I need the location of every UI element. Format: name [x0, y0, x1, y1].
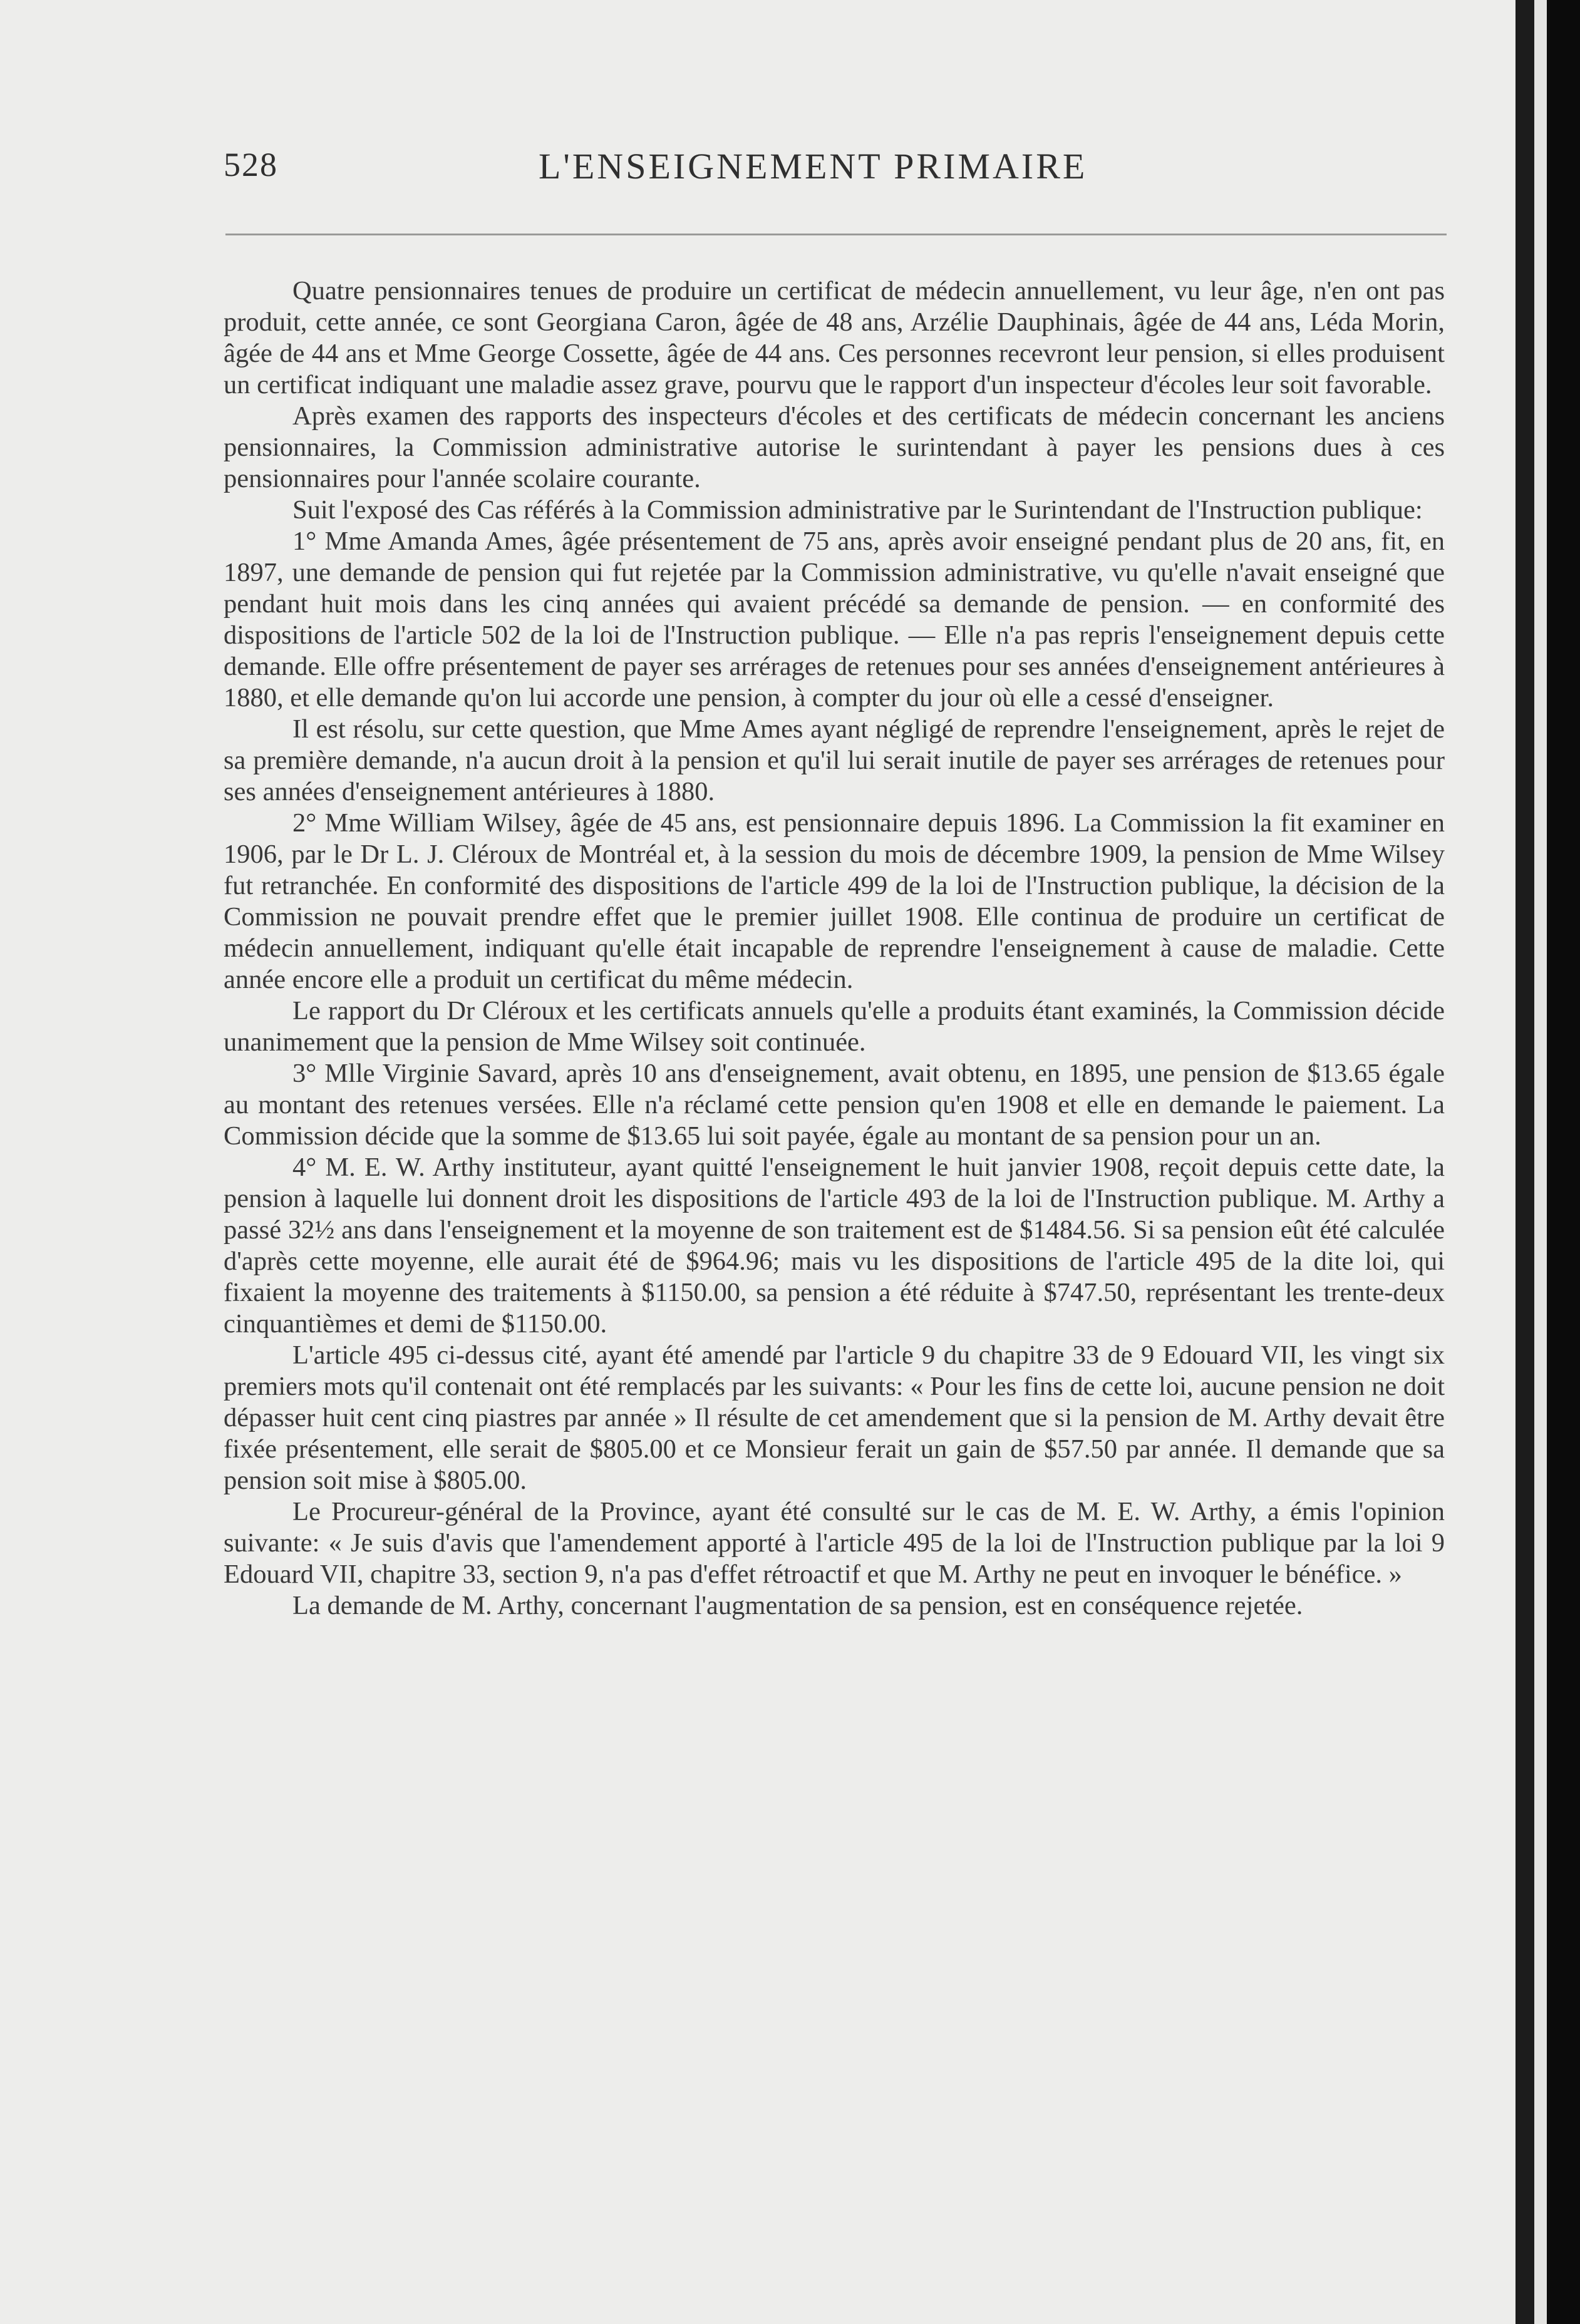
paragraph-5: Il est résolu, sur cette question, que Mme Ames ayant négligé de reprendre l'enseignement, après le rejet de sa première demande, n'a aucun droit à la pension et qu'il lui serait inutile de payer ses arrérages de retenues pour ses années d'enseignement antérieures à 1880. [224, 714, 1445, 806]
paragraph-3: Suit l'exposé des Cas référés à la Commission administrative par le Surintendant de l'Instruction publique: [292, 495, 1423, 525]
page-header [0, 145, 1515, 195]
binding-edge [1515, 0, 1580, 2324]
paragraph-4: 1° Mme Amanda Ames, âgée présentement de 75 ans, après avoir enseigné pendant plus de 20 ans, fit, en 1897, une demande de pension qui fut rejetée par la Commission administrative, vu qu'elle n'avait enseigné que pendant huit mois dans les cinq années qui avaient précédé sa demande de pension. — en conformité des dispositions de l'article 502 de la loi de l'Instruction publique. — Elle n'a pas repris l'enseignement depuis cette demande. Elle offre présentement de payer ses arrérages de retenues pour ses années d'enseignement antérieures à 1880, et elle demande qu'on lui accorde une pension, à compter du jour où elle a cessé d'enseigner. [224, 527, 1445, 712]
header-rule [225, 234, 1447, 235]
paragraph-2: Après examen des rapports des inspecteurs d'écoles et des certificats de médecin concernant les anciens pensionnaires, la Commission administrative autorise le surintendant à payer les pensions dues à ces pensionnaires pour l'année scolaire courante. [224, 401, 1445, 493]
paragraph-12: La demande de M. Arthy, concernant l'augmentation de sa pension, est en conséquence rejetée. [292, 1591, 1303, 1620]
paragraph-1: Quatre pensionnaires tenues de produire un certificat de médecin annuellement, vu leur âge, n'en ont pas produit, cette année, ce sont Georgiana Caron, âgée de 48 ans, Arzélie Dauphinais, âgée de 44 ans, Léda Morin, âgée de 44 ans et Mme George Cossette, âgée de 44 ans. Ces personnes recevront leur pension, si elles produisent un certificat indiquant une maladie assez grave, pourvu que le rapport d'un inspecteur d'écoles leur soit favorable. [224, 276, 1445, 399]
paragraph-10: L'article 495 ci-dessus cité, ayant été amendé par l'article 9 du chapitre 33 de 9 Edouard VII, les vingt six premiers mots qu'il contenait ont été remplacés par les suivants: « Pour les fins de cette loi, aucune pension ne doit dépasser huit cent cinq piastres par année » Il résulte de cet amendement que si la pension de M. Arthy devait être fixée présentement, elle serait de $805.00 et ce Monsieur ferait un gain de $57.50 par année. Il demande que sa pension soit mise à $805.00. [224, 1340, 1445, 1495]
adjacent-page-edge [1547, 0, 1580, 2324]
running-title: L'ENSEIGNEMENT PRIMAIRE [539, 146, 1088, 187]
paragraph-11: Le Procureur-général de la Province, ayant été consulté sur le cas de M. E. W. Arthy, a émis l'opinion suivante: « Je suis d'avis que l'amendement apporté à l'article 495 de la loi de l'Instruction publique par la loi 9 Edouard VII, chapitre 33, section 9, n'a pas d'effet rétroactif et que M. Arthy ne peut en invoquer le bénéfice. » [224, 1497, 1445, 1589]
paragraph-9: 4° M. E. W. Arthy instituteur, ayant quitté l'enseignement le huit janvier 1908, reçoit depuis cette date, la pension à laquelle lui donnent droit les dispositions de l'article 493 de la loi de l'Instruction publique. M. Arthy a passé 32½ ans dans l'enseignement et la moyenne de son traitement est de $1484.56. Si sa pension eût été calculée d'après cette moyenne, elle aurait été de $964.96; mais vu les dispositions de l'article 495 de la dite loi, qui fixaient la moyenne des traitements à $1150.00, sa pension a été réduite à $747.50, représentant les trente-deux cinquantièmes et demi de $1150.00. [224, 1153, 1445, 1339]
body-text [224, 275, 1445, 1622]
paragraph-8: 3° Mlle Virginie Savard, après 10 ans d'enseignement, avait obtenu, en 1895, une pension de $13.65 égale au montant des retenues versées. Elle n'a réclamé cette pension qu'en 1908 et elle en demande le paiement. La Commission décide que la somme de $13.65 lui soit payée, égale au montant de sa pension pour un an. [224, 1059, 1445, 1151]
paragraph-7: Le rapport du Dr Cléroux et les certificats annuels qu'elle a produits étant examinés, la Commission décide unanimement que la pension de Mme Wilsey soit continuée. [224, 996, 1445, 1057]
page-number: 528 [224, 146, 278, 183]
paragraph-6: 2° Mme William Wilsey, âgée de 45 ans, est pensionnaire depuis 1896. La Commission la fit examiner en 1906, par le Dr L. J. Cléroux de Montréal et, à la session du mois de décembre 1909, la pension de Mme Wilsey fut retranchée. En conformité des dispositions de l'article 499 de la loi de l'Instruction publique, la décision de la Commission ne pouvait prendre effet que le premier juillet 1908. Elle continua de produire un certificat de médecin annuellement, indiquant qu'elle était incapable de reprendre l'enseignement à cause de maladie. Cette année encore elle a produit un certificat du même médecin. [224, 808, 1445, 994]
page-gap [1534, 0, 1547, 2324]
